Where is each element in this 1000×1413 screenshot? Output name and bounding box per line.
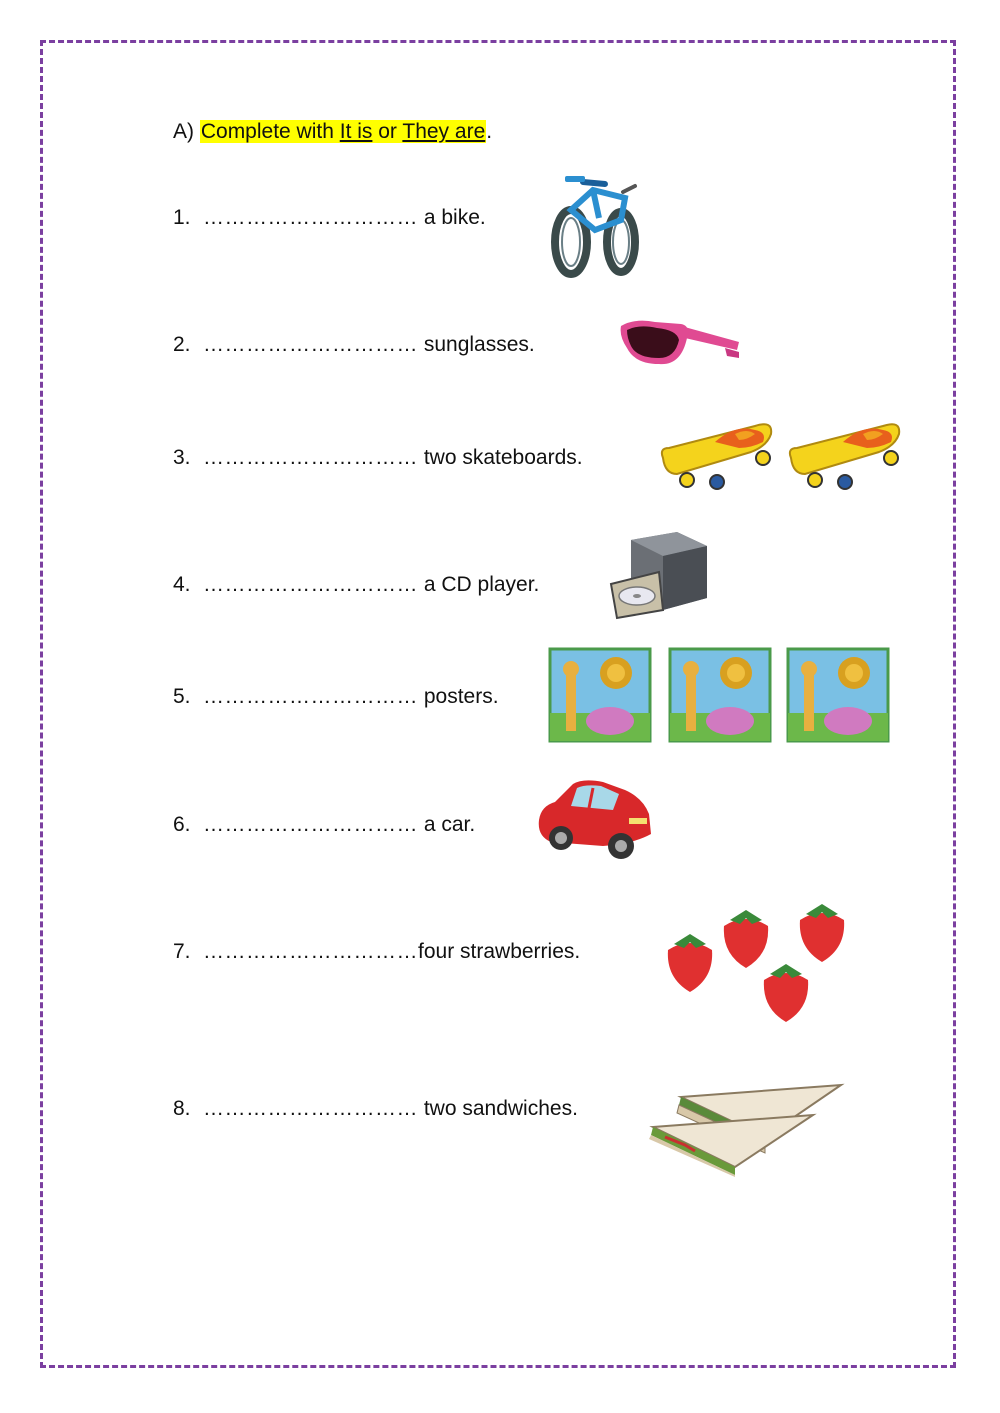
poster-icon — [548, 643, 893, 745]
item-number: 8. — [173, 1097, 191, 1120]
exercise-item-5 — [173, 683, 499, 711]
strawberry-icon — [660, 900, 852, 1028]
answer-blank[interactable]: ………………………… — [203, 1097, 418, 1120]
item-number: 1. — [173, 206, 191, 229]
bike-icon — [543, 160, 658, 280]
option-it-is: It is — [339, 120, 373, 143]
answer-blank[interactable]: ………………………… — [203, 333, 418, 356]
cd-player-icon — [607, 528, 712, 620]
heading-part2: or — [372, 120, 403, 143]
item-text: four strawberries. — [418, 940, 581, 963]
item-text: a CD player. — [418, 573, 540, 596]
answer-blank[interactable]: ………………………… — [203, 685, 418, 708]
exercise-item-2 — [173, 331, 535, 359]
exercise-item-1 — [173, 204, 486, 232]
sunglasses-icon — [615, 308, 743, 378]
item-number: 2. — [173, 333, 191, 356]
answer-blank[interactable]: ………………………… — [203, 813, 418, 836]
item-number: 5. — [173, 685, 191, 708]
heading-instruction — [200, 120, 486, 143]
heading-prefix: A) — [173, 120, 200, 143]
item-text: posters. — [418, 685, 499, 708]
exercise-heading — [173, 118, 492, 146]
item-text: two sandwiches. — [418, 1097, 578, 1120]
heading-end: . — [486, 120, 493, 143]
item-number: 3. — [173, 446, 191, 469]
item-number: 6. — [173, 813, 191, 836]
item-text: sunglasses. — [418, 333, 535, 356]
item-number: 4. — [173, 573, 191, 596]
item-text: two skateboards. — [418, 446, 583, 469]
option-they-are: They are — [402, 120, 486, 143]
item-number: 7. — [173, 940, 191, 963]
heading-part1: Complete with — [200, 120, 340, 143]
item-text: a car. — [418, 813, 476, 836]
answer-blank[interactable]: ………………………… — [203, 940, 418, 963]
car-icon — [533, 776, 657, 866]
exercise-item-6 — [173, 811, 475, 839]
answer-blank[interactable]: ………………………… — [203, 573, 418, 596]
skateboard-icon — [655, 412, 910, 502]
exercise-item-7 — [173, 938, 580, 966]
exercise-item-3 — [173, 444, 583, 472]
exercise-item-4 — [173, 571, 539, 599]
answer-blank[interactable]: ………………………… — [203, 206, 418, 229]
item-text: a bike. — [418, 206, 486, 229]
exercise-item-8 — [173, 1095, 578, 1123]
answer-blank[interactable]: ………………………… — [203, 446, 418, 469]
sandwich-icon — [645, 1077, 850, 1179]
